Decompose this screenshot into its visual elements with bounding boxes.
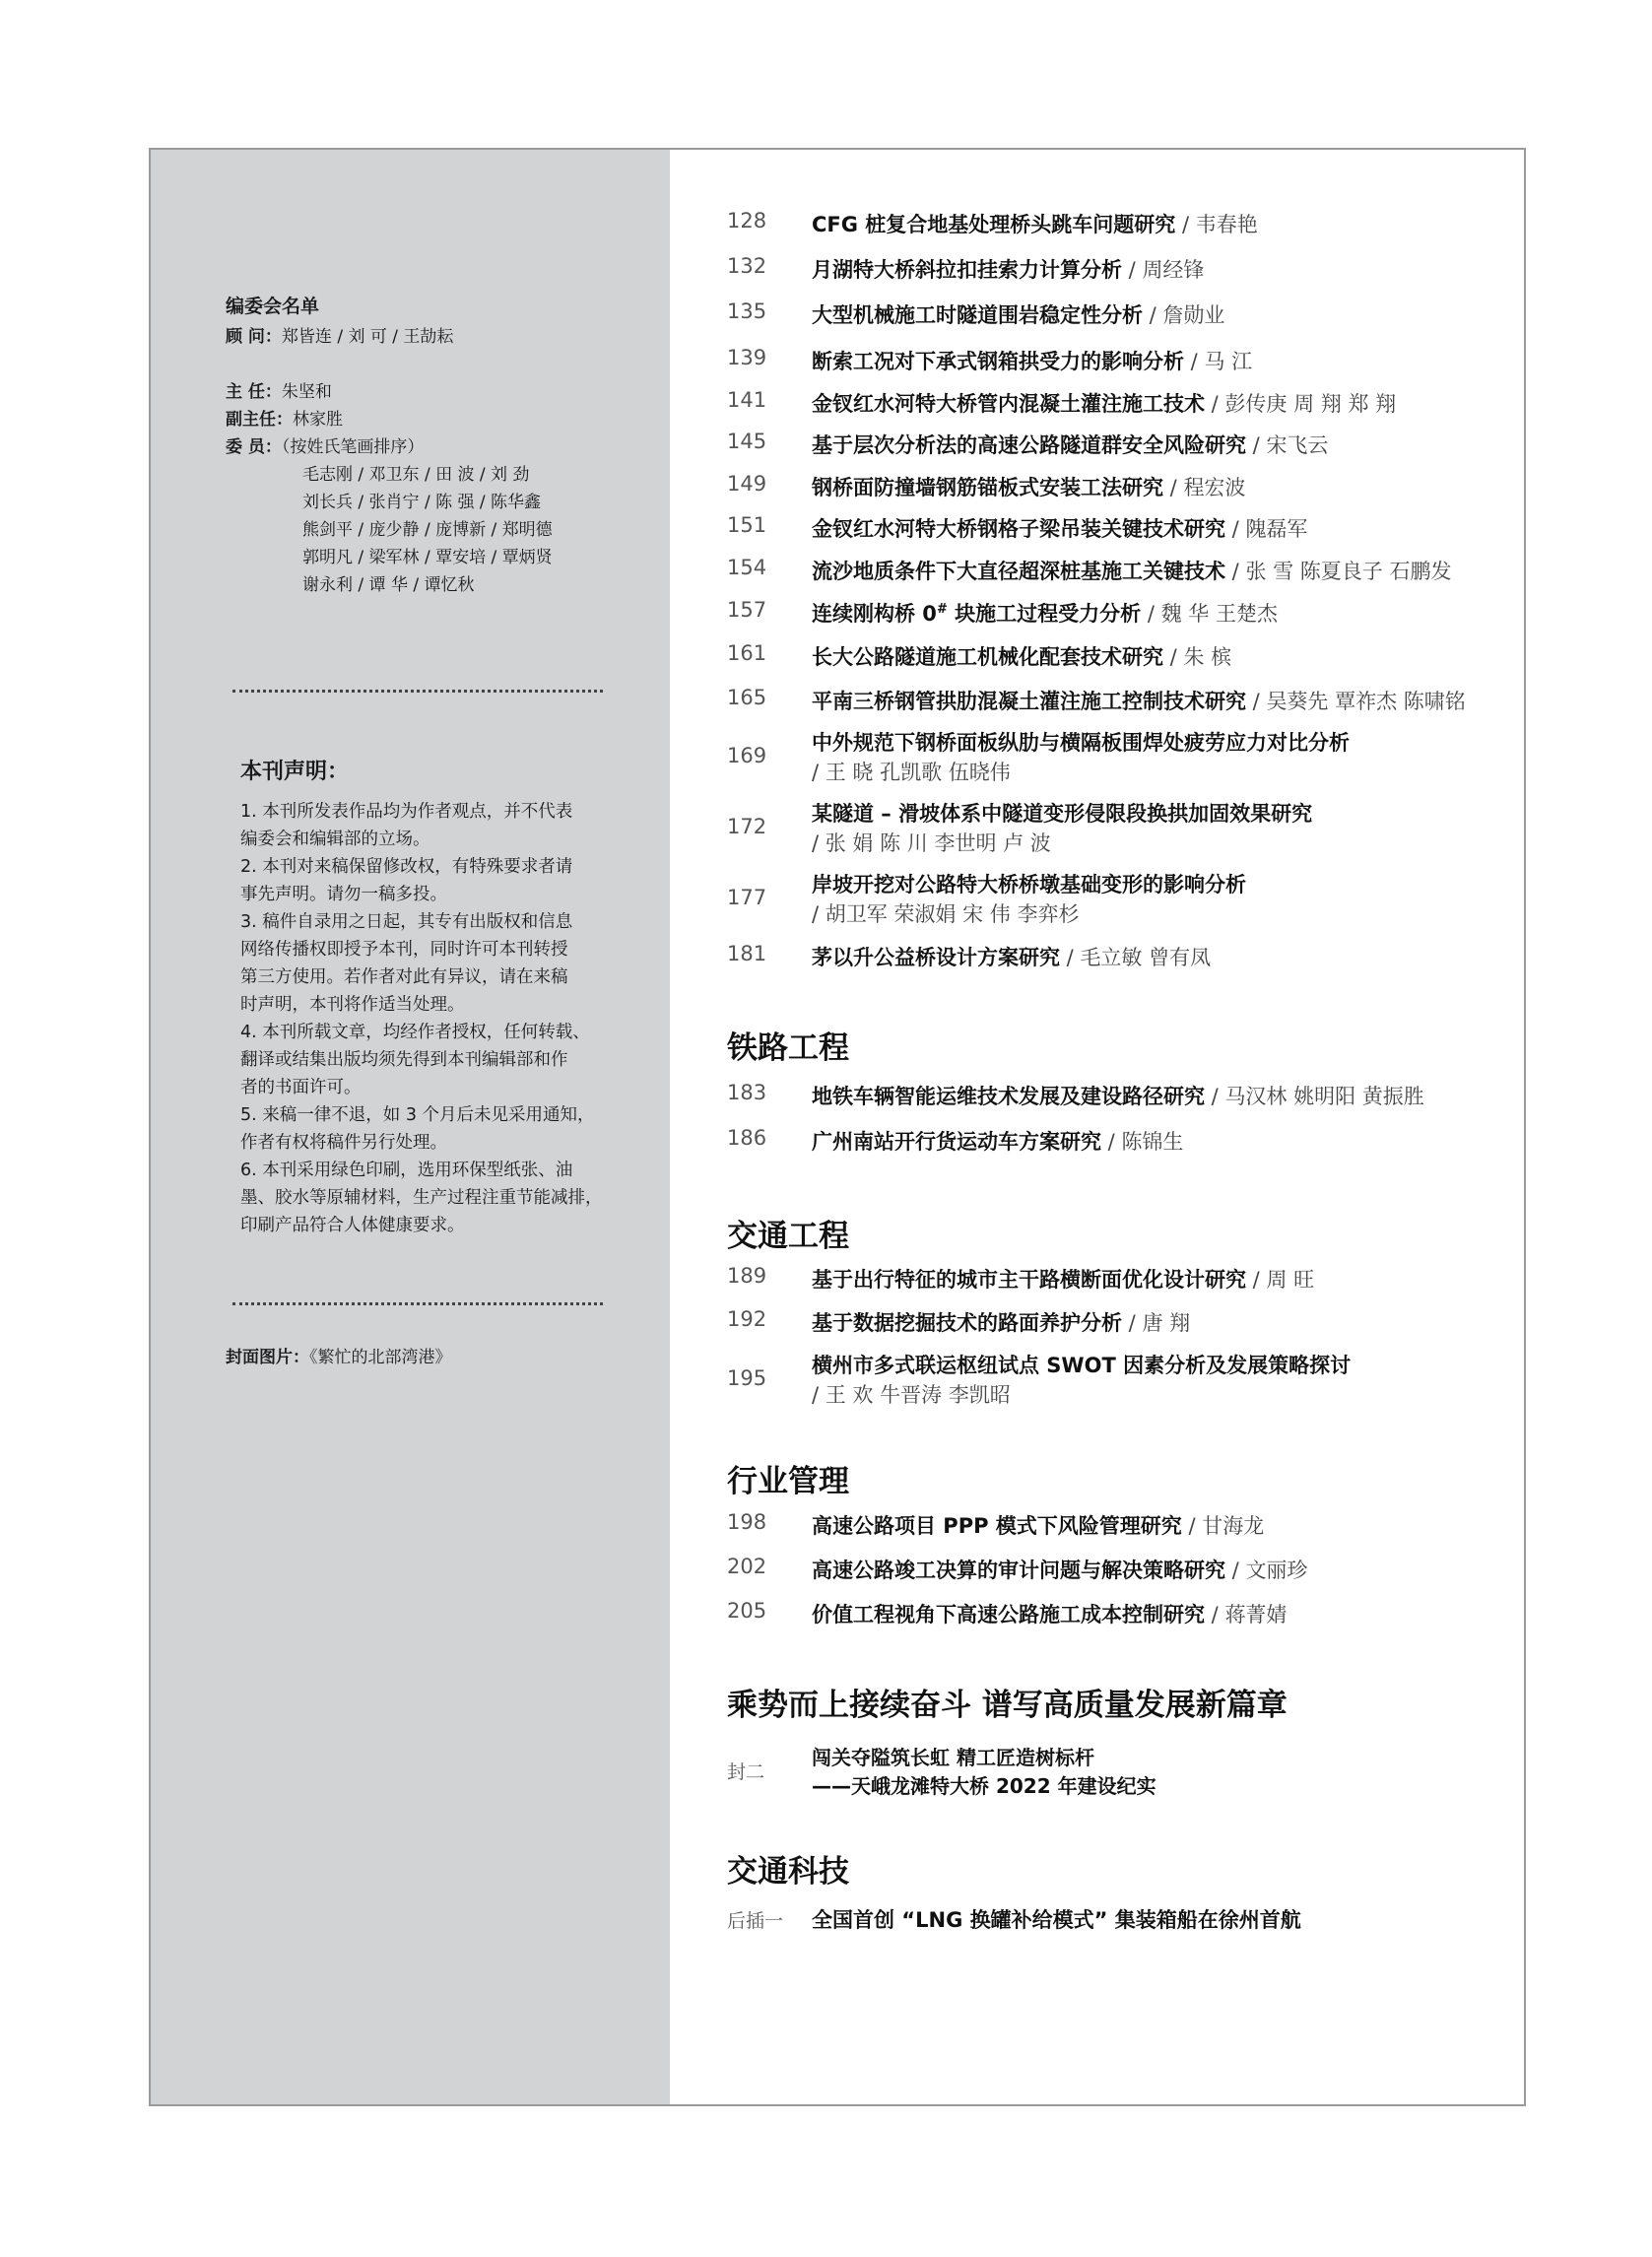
- page-number: 145: [727, 430, 767, 453]
- notice-line: 者的书面许可。: [240, 1078, 362, 1097]
- section-heading-traffic: 交通工程: [727, 1219, 849, 1254]
- deputy-row: [226, 406, 343, 433]
- page-number: 195: [727, 1366, 767, 1390]
- editorial-title: 编委会名单: [226, 296, 320, 317]
- notice-line: 3. 稿件自录用之日起，其专有出版权和信息: [240, 912, 573, 932]
- page-number: 189: [727, 1264, 767, 1288]
- director-row: [226, 378, 332, 406]
- deputy-label: 副主任：: [226, 410, 293, 430]
- article-author: 彭传庚 周 翔 郑 翔: [1224, 392, 1397, 416]
- article-title: 流沙地质条件下大直径超深桩基施工关键技术 / 张 雪 陈夏良子 石鹏发: [812, 560, 1452, 583]
- article-author: / 胡卫军 荣淑娟 宋 伟 李弈杉: [812, 902, 1080, 926]
- article-title: 高速公路项目 PPP 模式下风险管理研究 / 甘海龙: [812, 1514, 1265, 1538]
- superscript: #: [936, 602, 948, 617]
- page-number: 151: [727, 513, 767, 537]
- article-author: 唐 翔: [1142, 1311, 1191, 1335]
- article-title: 长大公路隧道施工机械化配套技术研究 / 朱 槟: [812, 645, 1232, 669]
- notice-line: 1. 本刊所发表作品均为作者观点，并不代表: [240, 802, 573, 822]
- article-author: 程宏波: [1183, 476, 1246, 499]
- article-author: 朱 槟: [1183, 645, 1232, 669]
- section-heading-industry: 行业管理: [727, 1464, 849, 1499]
- page-number: 封二: [727, 1761, 765, 1783]
- article-title: 平南三桥钢管拱肋混凝土灌注施工控制技术研究 / 吴葵先 覃祚杰 陈啸铭: [812, 690, 1466, 713]
- article-author: 魏 华 王楚杰: [1160, 602, 1278, 626]
- cover-credit: [226, 1343, 452, 1367]
- article-author: / 张 娟 陈 川 李世明 卢 波: [812, 831, 1051, 855]
- page-number: 后插一: [727, 1910, 784, 1932]
- notice-line: 翻译或结集出版均须先得到本刊编辑部和作: [240, 1050, 568, 1070]
- page-number: 177: [727, 886, 767, 909]
- notice-title: 本刊声明：: [240, 760, 350, 784]
- section-heading-feature: 乘势而上接续奋斗 谱写高质量发展新篇章: [727, 1688, 1288, 1723]
- article-author: 蒋菁婧: [1224, 1603, 1288, 1626]
- article-author: 周经锋: [1142, 258, 1205, 282]
- article-title: 大型机械施工时隧道围岩稳定性分析 / 詹勋业: [812, 303, 1225, 327]
- cover-label: 封面图片：: [226, 1348, 309, 1367]
- page-number: 149: [727, 472, 767, 496]
- article-author: 马汉林 姚明阳 黄振胜: [1224, 1085, 1424, 1108]
- article-title: 岸坡开挖对公路特大桥桥墩基础变形的影响分析: [812, 873, 1246, 896]
- article-title: 价值工程视角下高速公路施工成本控制研究 / 蒋菁婧: [812, 1603, 1288, 1626]
- members-row: [226, 433, 424, 461]
- notice-line: 印刷产品符合人体健康要求。: [240, 1216, 465, 1235]
- notice-line: 墨、胶水等原辅材料，生产过程注重节能减排，: [240, 1188, 603, 1208]
- notice-line: 第三方使用。若作者对此有异议，请在来稿: [240, 967, 568, 987]
- article-author: / 王 晓 孔凯歌 伍晓伟: [812, 761, 1011, 784]
- notice-line: 网络传播权即授予本刊，同时许可本刊转授: [240, 940, 568, 960]
- article-title: 基于出行特征的城市主干路横断面优化设计研究 / 周 旺: [812, 1268, 1315, 1292]
- article-title: 高速公路竣工决算的审计问题与解决策略研究 / 文丽珍: [812, 1559, 1308, 1582]
- article-title: 茅以升公益桥设计方案研究 / 毛立敏 曾有凤: [812, 946, 1212, 969]
- article-author: 毛立敏 曾有凤: [1080, 946, 1212, 969]
- article-title: 基于数据挖掘技术的路面养护分析 / 唐 翔: [812, 1311, 1191, 1335]
- members-list: [302, 461, 553, 599]
- article-author: 陈锦生: [1121, 1130, 1184, 1154]
- page-number: 157: [727, 598, 767, 622]
- advisors-row: [226, 323, 453, 351]
- member-line: 刘长兵 / 张肖宁 / 陈 强 / 陈华鑫: [302, 493, 542, 512]
- article-title: 钢桥面防撞墙钢筋锚板式安装工法研究 / 程宏波: [812, 476, 1246, 499]
- notice-line: 时声明，本刊将作适当处理。: [240, 995, 465, 1015]
- page-number: 161: [727, 641, 767, 665]
- article-title: 连续刚构桥 0# 块施工过程受力分析 / 魏 华 王楚杰: [812, 602, 1278, 626]
- notice-line: 2. 本刊对来稿保留修改权，有特殊要求者请: [240, 857, 573, 877]
- article-title: 月湖特大桥斜拉扣挂索力计算分析 / 周经锋: [812, 258, 1205, 282]
- page-number: 135: [727, 299, 767, 323]
- article-title: 基于层次分析法的高速公路隧道群安全风险研究 / 宋飞云: [812, 433, 1329, 457]
- page-number: 128: [727, 209, 767, 232]
- article-title: 某隧道 – 滑坡体系中隧道变形侵限段换拱加固效果研究: [812, 802, 1313, 826]
- article-title: 全国首创 “LNG 换罐补给模式” 集装箱船在徐州首航: [812, 1908, 1301, 1932]
- page-number: 154: [727, 556, 767, 579]
- notice-line: 6. 本刊采用绿色印刷，选用环保型纸张、油: [240, 1161, 573, 1180]
- page-number: 165: [727, 686, 767, 709]
- members-note: （按姓氏笔画排序）: [281, 437, 425, 457]
- article-title: 断索工况对下承式钢箱拱受力的影响分析 / 马 江: [812, 350, 1253, 373]
- cover-value: 《繁忙的北部湾港》: [309, 1348, 452, 1367]
- page-number: 141: [727, 388, 767, 412]
- director-value: 朱坚和: [281, 382, 332, 402]
- page-number: 181: [727, 942, 767, 965]
- advisors-value: 郑皆连 / 刘 可 / 王劼耘: [281, 327, 454, 347]
- article-title: CFG 桩复合地基处理桥头跳车问题研究 / 韦春艳: [812, 213, 1258, 236]
- page-number: 192: [727, 1307, 767, 1331]
- article-title: 闯关夺隘筑长虹 精工匠造树标杆: [812, 1746, 1094, 1769]
- page-number: 132: [727, 254, 767, 278]
- member-line: 谢永利 / 谭 华 / 谭忆秋: [302, 575, 475, 595]
- page-number: 139: [727, 346, 767, 369]
- member-line: 郭明凡 / 梁军林 / 覃安培 / 覃炳贤: [302, 548, 553, 567]
- section-heading-tech: 交通科技: [727, 1854, 849, 1890]
- notice-line: 事先声明。请勿一稿多投。: [240, 885, 447, 904]
- article-title: 广州南站开行货运动车方案研究 / 陈锦生: [812, 1130, 1184, 1154]
- article-author: 宋飞云: [1266, 433, 1329, 457]
- article-author: 吴葵先 覃祚杰 陈啸铭: [1266, 690, 1466, 713]
- article-author: 文丽珍: [1245, 1559, 1308, 1582]
- divider: [232, 690, 603, 693]
- member-line: 毛志刚 / 邓卫东 / 田 波 / 刘 劲: [302, 465, 530, 485]
- article-title: 横州市多式联运枢纽试点 SWOT 因素分析及发展策略探讨: [812, 1354, 1352, 1377]
- page-number: 172: [727, 815, 767, 838]
- article-author: 甘海龙: [1202, 1514, 1265, 1538]
- page-number: 205: [727, 1599, 767, 1623]
- article-author: 周 旺: [1266, 1268, 1315, 1292]
- section-heading-railway: 铁路工程: [727, 1030, 849, 1066]
- article-author: 张 雪 陈夏良子 石鹏发: [1245, 560, 1452, 583]
- divider: [232, 1302, 603, 1305]
- article-author: 韦春艳: [1195, 213, 1258, 236]
- notice-body: [240, 798, 634, 1239]
- members-label: 委 员：: [226, 437, 282, 457]
- page-number: 186: [727, 1126, 767, 1150]
- advisors-label: 顾 问：: [226, 327, 282, 347]
- article-author: 隗磊军: [1245, 517, 1308, 541]
- article-title: 地铁车辆智能运维技术发展及建设路径研究 / 马汉林 姚明阳 黄振胜: [812, 1085, 1424, 1108]
- page-number: 183: [727, 1081, 767, 1104]
- page-number: 202: [727, 1555, 767, 1578]
- notice-line: 作者有权将稿件另行处理。: [240, 1133, 447, 1153]
- article-title: 金钗红水河特大桥管内混凝土灌注施工技术 / 彭传庚 周 翔 郑 翔: [812, 392, 1397, 416]
- notice-line: 4. 本刊所载文章，均经作者授权，任何转载、: [240, 1023, 590, 1042]
- director-label: 主 任：: [226, 382, 282, 402]
- article-author: 詹勋业: [1162, 303, 1225, 327]
- notice-line: 编委会和编辑部的立场。: [240, 830, 430, 849]
- member-line: 熊剑平 / 庞少静 / 庞博新 / 郑明德: [302, 520, 553, 540]
- article-author: / 王 欢 牛晋涛 李凯昭: [812, 1383, 1011, 1407]
- article-title: 中外规范下钢桥面板纵肋与横隔板围焊处疲劳应力对比分析: [812, 731, 1350, 755]
- deputy-value: 林家胜: [293, 410, 343, 430]
- page-number: 198: [727, 1510, 767, 1534]
- notice-line: 5. 来稿一律不退，如 3 个月后未见采用通知，: [240, 1105, 595, 1125]
- article-subtitle: ——天峨龙滩特大桥 2022 年建设纪实: [812, 1774, 1156, 1798]
- article-title: 金钗红水河特大桥钢格子梁吊装关键技术研究 / 隗磊军: [812, 517, 1308, 541]
- article-author: 马 江: [1204, 350, 1253, 373]
- page-number: 169: [727, 744, 767, 767]
